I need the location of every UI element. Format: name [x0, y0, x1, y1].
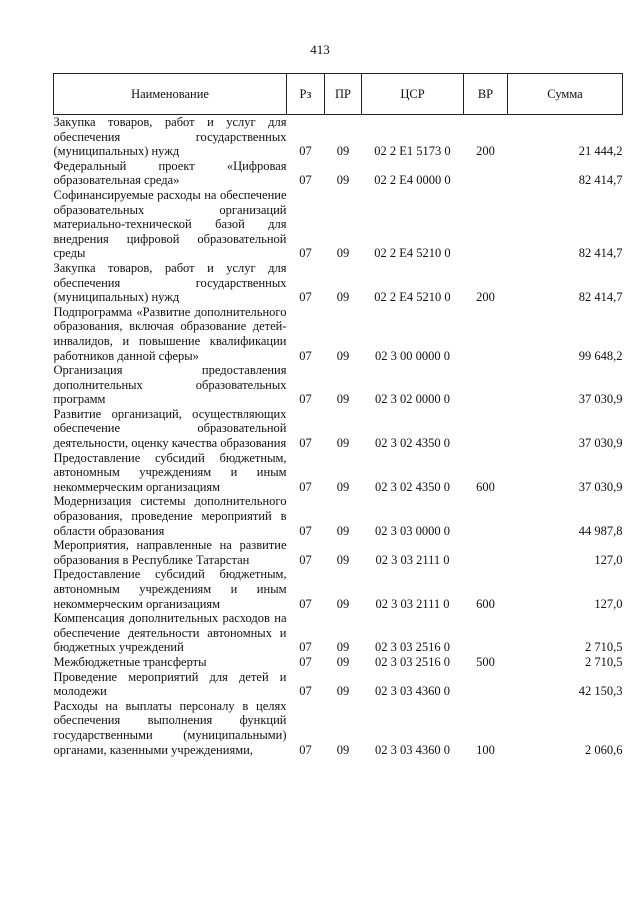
- row-rz: 07: [299, 640, 312, 655]
- row-vr: [464, 407, 508, 451]
- table-row: [54, 363, 623, 407]
- row-pr: 09: [336, 523, 350, 538]
- row-name: Модернизация системы дополнительного образования, проведение мероприятий в области образования: [53, 494, 287, 538]
- row-pr: 09: [336, 392, 350, 407]
- row-name: Подпрограмма «Развитие дополнительного образования, включая образование детей-инвалидов, и повышение квалификации работников данной сферы»: [53, 304, 287, 363]
- row-vr: [464, 611, 508, 655]
- row-vr: 200: [476, 144, 495, 159]
- table-row: [54, 699, 623, 757]
- header-name: Наименование: [54, 74, 287, 115]
- row-pr: 09: [336, 552, 350, 567]
- row-vr: 600: [476, 479, 495, 494]
- header-pr: ПР: [325, 74, 362, 115]
- row-rz: 07: [299, 290, 312, 305]
- row-rz: 07: [299, 173, 312, 188]
- row-rz: 07: [299, 552, 312, 567]
- row-csr: 02 3 03 2516 0: [375, 640, 450, 655]
- row-vr: [464, 538, 508, 567]
- row-amount: 82 414,7: [578, 173, 623, 188]
- table-row: [54, 670, 623, 699]
- header-amount: Сумма: [508, 74, 623, 115]
- row-amount: 44 987,8: [578, 523, 623, 538]
- row-name: Организация предоставления дополнительных образовательных программ: [53, 363, 287, 407]
- row-vr: 500: [476, 654, 495, 669]
- row-csr: 02 3 00 0000 0: [375, 348, 450, 363]
- page-number: 413: [310, 42, 330, 57]
- row-pr: 09: [336, 742, 350, 757]
- row-vr: [464, 305, 508, 363]
- row-rz: 07: [299, 742, 312, 757]
- row-csr: 02 3 03 2516 0: [375, 654, 450, 669]
- row-amount: 2 060,6: [585, 742, 623, 757]
- row-rz: 07: [299, 348, 312, 363]
- table-row: [54, 115, 623, 159]
- row-vr: [464, 363, 508, 407]
- row-rz: 07: [299, 144, 312, 159]
- row-pr: 09: [336, 640, 350, 655]
- table-row: [54, 611, 623, 655]
- row-name: Предоставление субсидий бюджетным, автономным учреждениям и иным некоммерческим организациям: [53, 567, 287, 611]
- row-rz: 07: [299, 479, 312, 494]
- table-row: [54, 261, 623, 305]
- row-csr: 02 3 03 2111 0: [375, 596, 450, 611]
- row-csr: 02 3 02 0000 0: [375, 392, 450, 407]
- row-amount: 21 444,2: [578, 144, 623, 159]
- row-csr: 02 2 Е4 5210 0: [374, 290, 451, 305]
- row-amount: 42 150,3: [578, 684, 623, 699]
- table-row: [54, 188, 623, 261]
- row-amount: 99 648,2: [578, 348, 623, 363]
- row-amount: 2 710,5: [585, 654, 623, 669]
- row-rz: 07: [299, 246, 312, 261]
- row-csr: 02 2 Е4 0000 0: [374, 173, 451, 188]
- row-vr: [464, 188, 508, 261]
- row-amount: 127,0: [594, 552, 623, 567]
- row-amount: 82 414,7: [578, 246, 623, 261]
- row-vr: [464, 494, 508, 538]
- row-csr: 02 3 02 4350 0: [375, 436, 450, 451]
- row-name: Развитие организаций, осуществляющих обеспечение образовательной деятельности, оценку качества образования: [53, 406, 287, 451]
- table-row: [54, 305, 623, 363]
- row-vr: [464, 670, 508, 699]
- header-row: [54, 74, 623, 115]
- row-amount: 37 030,9: [578, 479, 623, 494]
- row-rz: 07: [299, 596, 312, 611]
- row-name: Расходы на выплаты персоналу в целях обеспечения выполнения функций государственными (муниципальными) органами, казенными учреждениями,: [53, 698, 287, 757]
- row-pr: 09: [336, 436, 350, 451]
- header-rz: Рз: [287, 74, 325, 115]
- table-row: [54, 494, 623, 538]
- row-amount: 37 030,9: [578, 392, 623, 407]
- row-pr: 09: [336, 348, 350, 363]
- row-rz: 07: [299, 654, 312, 669]
- row-vr: 100: [476, 742, 495, 757]
- row-name: Межбюджетные трансферты: [53, 654, 207, 669]
- row-pr: 09: [336, 654, 350, 669]
- table-row: [54, 538, 623, 567]
- row-csr: 02 3 03 0000 0: [375, 523, 450, 538]
- row-pr: 09: [336, 596, 350, 611]
- row-csr: 02 3 03 4360 0: [375, 742, 450, 757]
- row-csr: 02 2 Е4 5210 0: [374, 246, 451, 261]
- row-pr: 09: [336, 173, 350, 188]
- row-vr: 600: [476, 596, 495, 611]
- row-rz: 07: [299, 523, 312, 538]
- row-pr: 09: [336, 479, 350, 494]
- row-vr: 200: [476, 290, 495, 305]
- row-pr: 09: [336, 246, 350, 261]
- row-csr: 02 3 03 4360 0: [375, 684, 450, 699]
- row-rz: 07: [299, 392, 312, 407]
- row-name: Проведение мероприятий для детей и молодежи: [53, 669, 287, 699]
- row-pr: 09: [336, 290, 350, 305]
- row-name: Закупка товаров, работ и услуг для обеспечения государственных (муниципальных) нужд: [53, 115, 287, 159]
- budget-table: [53, 73, 623, 757]
- header-csr: ЦСР: [362, 74, 464, 115]
- row-name: Софинансируемые расходы на обеспечение образовательных организаций материально-технической базой для внедрения цифровой образовательной среды: [53, 187, 287, 261]
- row-name: Закупка товаров, работ и услуг для обеспечения государственных (муниципальных) нужд: [53, 260, 287, 305]
- row-name: Мероприятия, направленные на развитие образования в Республике Татарстан: [53, 538, 287, 567]
- row-vr: [464, 159, 508, 188]
- table-row: [54, 407, 623, 451]
- row-amount: 2 710,5: [585, 640, 623, 655]
- row-name: Компенсация дополнительных расходов на обеспечение деятельности автономных и бюджетных учреждений: [53, 611, 287, 655]
- table-row: [54, 159, 623, 188]
- row-name: Предоставление субсидий бюджетным, автономным учреждениям и иным некоммерческим организациям: [53, 450, 287, 494]
- row-csr: 02 3 03 2111 0: [375, 552, 450, 567]
- header-vr: ВР: [464, 74, 508, 115]
- row-name: Федеральный проект «Цифровая образовательная среда»: [53, 158, 287, 188]
- table-row: [54, 451, 623, 495]
- row-amount: 82 414,7: [578, 290, 623, 305]
- row-amount: 127,0: [594, 596, 623, 611]
- row-amount: 37 030,9: [578, 436, 623, 451]
- table-row: [54, 567, 623, 611]
- row-rz: 07: [299, 684, 312, 699]
- table-row: [54, 655, 623, 670]
- row-pr: 09: [336, 684, 350, 699]
- row-csr: 02 2 Е1 5173 0: [374, 144, 451, 159]
- row-csr: 02 3 02 4350 0: [375, 479, 450, 494]
- row-pr: 09: [336, 144, 350, 159]
- row-rz: 07: [299, 436, 312, 451]
